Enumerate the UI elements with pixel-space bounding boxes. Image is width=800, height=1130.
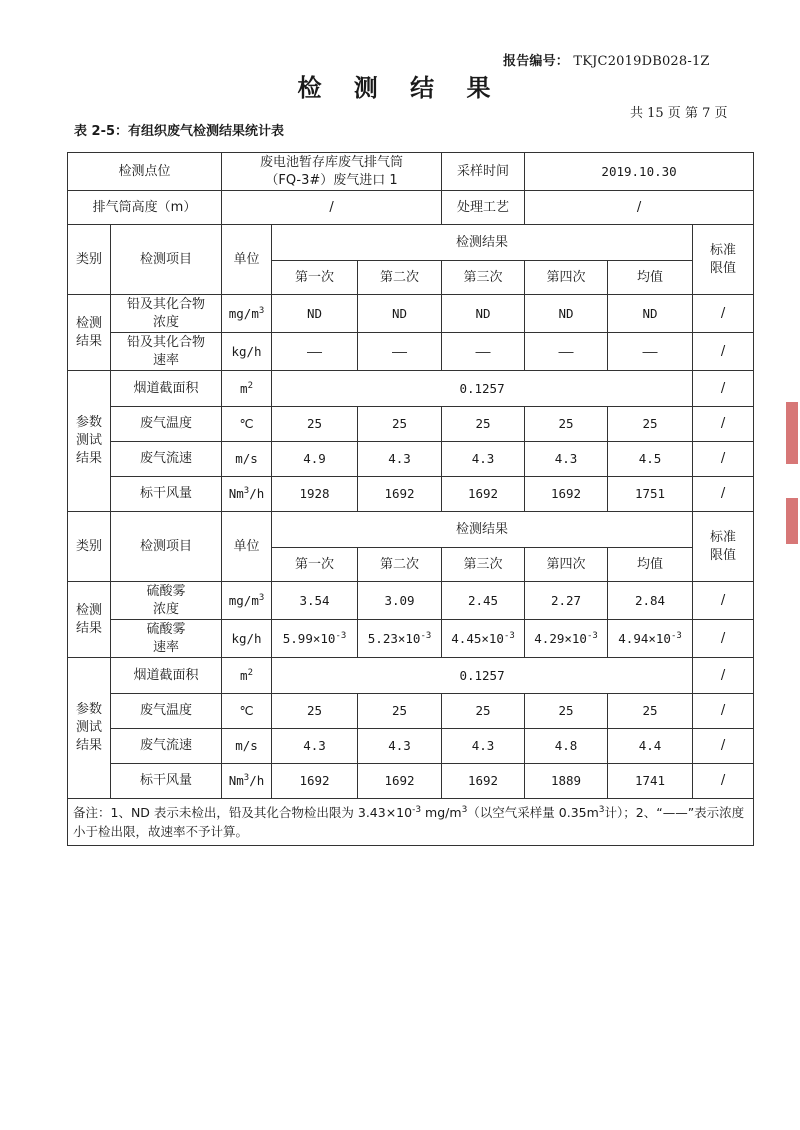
item-cell: 标干风量 bbox=[111, 764, 222, 799]
report-number bbox=[503, 50, 710, 69]
unit-superscript: 3 bbox=[258, 305, 265, 316]
table-row bbox=[68, 582, 754, 620]
category-parameters bbox=[68, 371, 111, 512]
header-unit: 单位 bbox=[222, 225, 272, 295]
info-row-point bbox=[68, 153, 754, 191]
value-cell: 25 bbox=[525, 407, 608, 442]
report-number-label: 报告编号： bbox=[503, 54, 570, 69]
value-cell: 25 bbox=[525, 694, 608, 729]
column-header-row bbox=[68, 512, 754, 548]
value-cell: 25 bbox=[272, 694, 358, 729]
page-title: 检 测 结 果 bbox=[297, 74, 503, 102]
category-parameters bbox=[68, 658, 111, 799]
unit-text: ℃ bbox=[239, 416, 254, 431]
category-line: 参数 bbox=[75, 702, 102, 717]
header-standard-line2: 限值 bbox=[710, 260, 737, 276]
time-value: 2019.10.30 bbox=[525, 153, 754, 191]
header-run: 第三次 bbox=[442, 548, 525, 582]
report-number-value: TKJC2019DB028-1Z bbox=[573, 54, 710, 69]
item-cell: 废气流速 bbox=[111, 729, 222, 764]
standard-cell: / bbox=[693, 407, 754, 442]
unit-cell bbox=[222, 371, 272, 407]
item-cell bbox=[111, 333, 222, 371]
item-cell: 废气流速 bbox=[111, 442, 222, 477]
header-standard-line1: 标准 bbox=[710, 529, 737, 545]
value-cell bbox=[608, 620, 693, 658]
unit-text: mg/m bbox=[228, 305, 259, 321]
value-cell: 4.3 bbox=[358, 729, 442, 764]
unit-superscript: 3 bbox=[243, 485, 250, 496]
point-value-line2: （FQ-3#）废气进口 1 bbox=[265, 172, 398, 188]
unit-text: ℃ bbox=[239, 703, 254, 718]
unit-text: m/s bbox=[235, 738, 258, 753]
value-cell: —— bbox=[272, 333, 358, 371]
header-run: 第三次 bbox=[442, 261, 525, 295]
value-cell: ND bbox=[358, 295, 442, 333]
table-row bbox=[68, 658, 754, 694]
value-cell bbox=[358, 582, 442, 620]
value-cell: 4.4 bbox=[608, 729, 693, 764]
category-line: 测试 bbox=[75, 433, 102, 448]
note-part1: 备注：1、ND 表示未检出，铅及其化合物检出限为 3.43×10 bbox=[73, 805, 413, 820]
value-text: 5.99×10 bbox=[282, 630, 336, 646]
value-cell: 1692 bbox=[442, 764, 525, 799]
item-cell: 废气温度 bbox=[111, 694, 222, 729]
unit-text: m/s bbox=[235, 451, 258, 466]
table-row bbox=[68, 442, 754, 477]
value-superscript: -3 bbox=[503, 630, 515, 641]
value-cell: 4.3 bbox=[442, 729, 525, 764]
value-cell: 25 bbox=[608, 407, 693, 442]
value-cell bbox=[525, 582, 608, 620]
standard-cell: / bbox=[693, 371, 754, 407]
header-run: 均值 bbox=[608, 548, 693, 582]
header-results: 检测结果 bbox=[272, 225, 693, 261]
value-cell: ND bbox=[608, 295, 693, 333]
header-run: 第一次 bbox=[272, 261, 358, 295]
item-line2: 浓度 bbox=[153, 314, 180, 330]
unit-text: kg/h bbox=[231, 630, 262, 646]
value-cell bbox=[442, 620, 525, 658]
unit-cell bbox=[222, 582, 272, 620]
category-detection bbox=[68, 582, 111, 658]
standard-cell: / bbox=[693, 764, 754, 799]
standard-cell: / bbox=[693, 694, 754, 729]
table-row bbox=[68, 620, 754, 658]
header-run: 第一次 bbox=[272, 548, 358, 582]
item-line2: 浓度 bbox=[153, 601, 180, 617]
note-part4: 计）；2、“——”表示浓度小于检出限，故速率不予计算。 bbox=[73, 805, 745, 839]
standard-cell: / bbox=[693, 620, 754, 658]
section-sulfuric-acid-mist bbox=[68, 512, 754, 799]
column-header-row bbox=[68, 225, 754, 261]
value-cell: 25 bbox=[442, 407, 525, 442]
height-label: 排气筒高度（m） bbox=[68, 191, 222, 225]
table-row bbox=[68, 407, 754, 442]
value-cell: 25 bbox=[358, 694, 442, 729]
unit-superscript: 2 bbox=[247, 380, 253, 391]
value-cell bbox=[272, 620, 358, 658]
process-label: 处理工艺 bbox=[442, 191, 525, 225]
point-value-line1: 废电池暂存库废气排气筒 bbox=[260, 154, 404, 170]
standard-cell: / bbox=[693, 333, 754, 371]
item-cell: 烟道截面积 bbox=[111, 371, 222, 407]
unit-text: m bbox=[240, 667, 248, 683]
value-cell: ND bbox=[272, 295, 358, 333]
note-part3: （以空气采样量 0.35m bbox=[467, 805, 599, 820]
standard-cell: / bbox=[693, 442, 754, 477]
header-run: 均值 bbox=[608, 261, 693, 295]
header-unit: 单位 bbox=[222, 512, 272, 582]
value-cell bbox=[358, 620, 442, 658]
value-cell: 25 bbox=[608, 694, 693, 729]
category-line: 检测 bbox=[75, 315, 102, 331]
value-cell: ND bbox=[442, 295, 525, 333]
page-info: 共 15 页 第 7 页 bbox=[630, 106, 728, 121]
value-cell: 1751 bbox=[608, 477, 693, 512]
header-category: 类别 bbox=[68, 225, 111, 295]
unit-cell bbox=[222, 477, 272, 512]
header-standard-limit bbox=[693, 225, 754, 295]
value-cell: 1692 bbox=[272, 764, 358, 799]
item-line1: 硫酸雾 bbox=[146, 621, 186, 637]
value-cell: 25 bbox=[272, 407, 358, 442]
unit-superscript: 3 bbox=[258, 592, 265, 603]
item-cell bbox=[111, 582, 222, 620]
point-label: 检测点位 bbox=[68, 153, 222, 191]
value-cell: 4.3 bbox=[525, 442, 608, 477]
value-text: 2.27 bbox=[550, 592, 582, 608]
category-detection bbox=[68, 295, 111, 371]
results-table bbox=[67, 152, 754, 846]
category-line: 检测 bbox=[75, 602, 102, 618]
value-cell: —— bbox=[442, 333, 525, 371]
table-row bbox=[68, 729, 754, 764]
category-line: 结果 bbox=[75, 620, 102, 636]
unit-cell bbox=[222, 295, 272, 333]
note-sup3: 3 bbox=[598, 804, 605, 815]
table-caption: 表 2-5：有组织废气检测结果统计表 bbox=[74, 124, 285, 139]
standard-cell: / bbox=[693, 729, 754, 764]
value-text: 4.29×10 bbox=[534, 630, 587, 646]
header-item: 检测项目 bbox=[111, 512, 222, 582]
item-line2: 速率 bbox=[153, 352, 180, 368]
item-line1: 铅及其化合物 bbox=[127, 334, 206, 350]
category-line: 结果 bbox=[75, 738, 102, 753]
item-line2: 速率 bbox=[153, 639, 180, 655]
unit-cell bbox=[222, 407, 272, 442]
height-value: / bbox=[222, 191, 442, 225]
item-cell bbox=[111, 620, 222, 658]
header-run: 第四次 bbox=[525, 548, 608, 582]
value-cell: —— bbox=[608, 333, 693, 371]
standard-cell: / bbox=[693, 582, 754, 620]
item-cell: 烟道截面积 bbox=[111, 658, 222, 694]
value-cell: 4.3 bbox=[442, 442, 525, 477]
table-row bbox=[68, 764, 754, 799]
value-cell: 1692 bbox=[358, 764, 442, 799]
process-value: / bbox=[525, 191, 754, 225]
unit-text: mg/m bbox=[228, 592, 259, 608]
info-row-height bbox=[68, 191, 754, 225]
value-cell: 4.9 bbox=[272, 442, 358, 477]
value-superscript: -3 bbox=[335, 630, 347, 641]
header-standard-line1: 标准 bbox=[710, 242, 737, 258]
value-cell bbox=[608, 582, 693, 620]
unit-cell bbox=[222, 442, 272, 477]
header-standard-limit bbox=[693, 512, 754, 582]
standard-cell: / bbox=[693, 658, 754, 694]
edge-stamp-mark bbox=[786, 402, 798, 464]
value-text: 5.23×10 bbox=[367, 630, 421, 646]
value-superscript: -3 bbox=[670, 630, 682, 641]
item-cell bbox=[111, 295, 222, 333]
value-cell: 0.1257 bbox=[272, 371, 693, 407]
unit-cell bbox=[222, 620, 272, 658]
category-line: 参数 bbox=[75, 415, 102, 430]
header-run: 第二次 bbox=[358, 548, 442, 582]
standard-cell: / bbox=[693, 295, 754, 333]
value-cell: —— bbox=[525, 333, 608, 371]
unit-tail: /h bbox=[249, 773, 265, 788]
value-text: 3.54 bbox=[299, 592, 330, 608]
header-run: 第二次 bbox=[358, 261, 442, 295]
unit-cell bbox=[222, 658, 272, 694]
unit-cell bbox=[222, 333, 272, 371]
value-text: 4.94×10 bbox=[618, 630, 671, 646]
item-cell: 废气温度 bbox=[111, 407, 222, 442]
category-line: 结果 bbox=[75, 451, 102, 466]
value-cell: 4.8 bbox=[525, 729, 608, 764]
value-cell bbox=[272, 582, 358, 620]
header-category: 类别 bbox=[68, 512, 111, 582]
value-cell: 25 bbox=[442, 694, 525, 729]
time-label: 采样时间 bbox=[442, 153, 525, 191]
table-row bbox=[68, 371, 754, 407]
category-line: 测试 bbox=[75, 720, 102, 735]
unit-text: Nm bbox=[228, 773, 244, 788]
value-cell bbox=[442, 582, 525, 620]
standard-cell: / bbox=[693, 477, 754, 512]
table-row bbox=[68, 477, 754, 512]
header-item: 检测项目 bbox=[111, 225, 222, 295]
value-text: 3.09 bbox=[384, 592, 415, 608]
header-standard-line2: 限值 bbox=[710, 547, 737, 563]
note-sup2: 3 bbox=[461, 804, 468, 815]
item-line1: 铅及其化合物 bbox=[127, 296, 206, 312]
table-row bbox=[68, 333, 754, 371]
unit-superscript: 3 bbox=[243, 772, 250, 783]
value-text: 2.84 bbox=[634, 592, 666, 608]
value-text: 4.45×10 bbox=[451, 630, 504, 646]
header-run: 第四次 bbox=[525, 261, 608, 295]
unit-text: m bbox=[240, 380, 248, 396]
remark-note bbox=[68, 799, 754, 846]
unit-text: Nm bbox=[228, 486, 244, 501]
note-row bbox=[68, 799, 754, 846]
value-cell: ND bbox=[525, 295, 608, 333]
unit-cell bbox=[222, 729, 272, 764]
note-part2: mg/m bbox=[421, 805, 462, 820]
edge-stamp-mark bbox=[786, 498, 798, 544]
category-line: 结果 bbox=[75, 333, 102, 349]
value-cell: 25 bbox=[358, 407, 442, 442]
table-row bbox=[68, 694, 754, 729]
unit-superscript: 2 bbox=[247, 667, 253, 678]
item-line1: 硫酸雾 bbox=[146, 583, 186, 599]
value-superscript: -3 bbox=[586, 630, 598, 641]
unit-tail: /h bbox=[249, 486, 265, 501]
value-cell: 4.3 bbox=[358, 442, 442, 477]
header-results: 检测结果 bbox=[272, 512, 693, 548]
item-cell: 标干风量 bbox=[111, 477, 222, 512]
value-cell: 4.3 bbox=[272, 729, 358, 764]
value-text: 2.45 bbox=[467, 592, 499, 608]
value-cell: —— bbox=[358, 333, 442, 371]
point-value bbox=[222, 153, 442, 191]
value-cell: 1692 bbox=[358, 477, 442, 512]
value-superscript: -3 bbox=[420, 630, 432, 641]
unit-cell bbox=[222, 694, 272, 729]
value-cell: 1692 bbox=[525, 477, 608, 512]
value-cell: 1889 bbox=[525, 764, 608, 799]
value-cell: 0.1257 bbox=[272, 658, 693, 694]
value-cell bbox=[525, 620, 608, 658]
value-cell: 4.5 bbox=[608, 442, 693, 477]
note-sup1: -3 bbox=[412, 804, 422, 815]
unit-text: kg/h bbox=[231, 343, 262, 359]
value-cell: 1928 bbox=[272, 477, 358, 512]
value-cell: 1692 bbox=[442, 477, 525, 512]
value-cell: 1741 bbox=[608, 764, 693, 799]
section-lead bbox=[68, 225, 754, 512]
unit-cell bbox=[222, 764, 272, 799]
table-row bbox=[68, 295, 754, 333]
